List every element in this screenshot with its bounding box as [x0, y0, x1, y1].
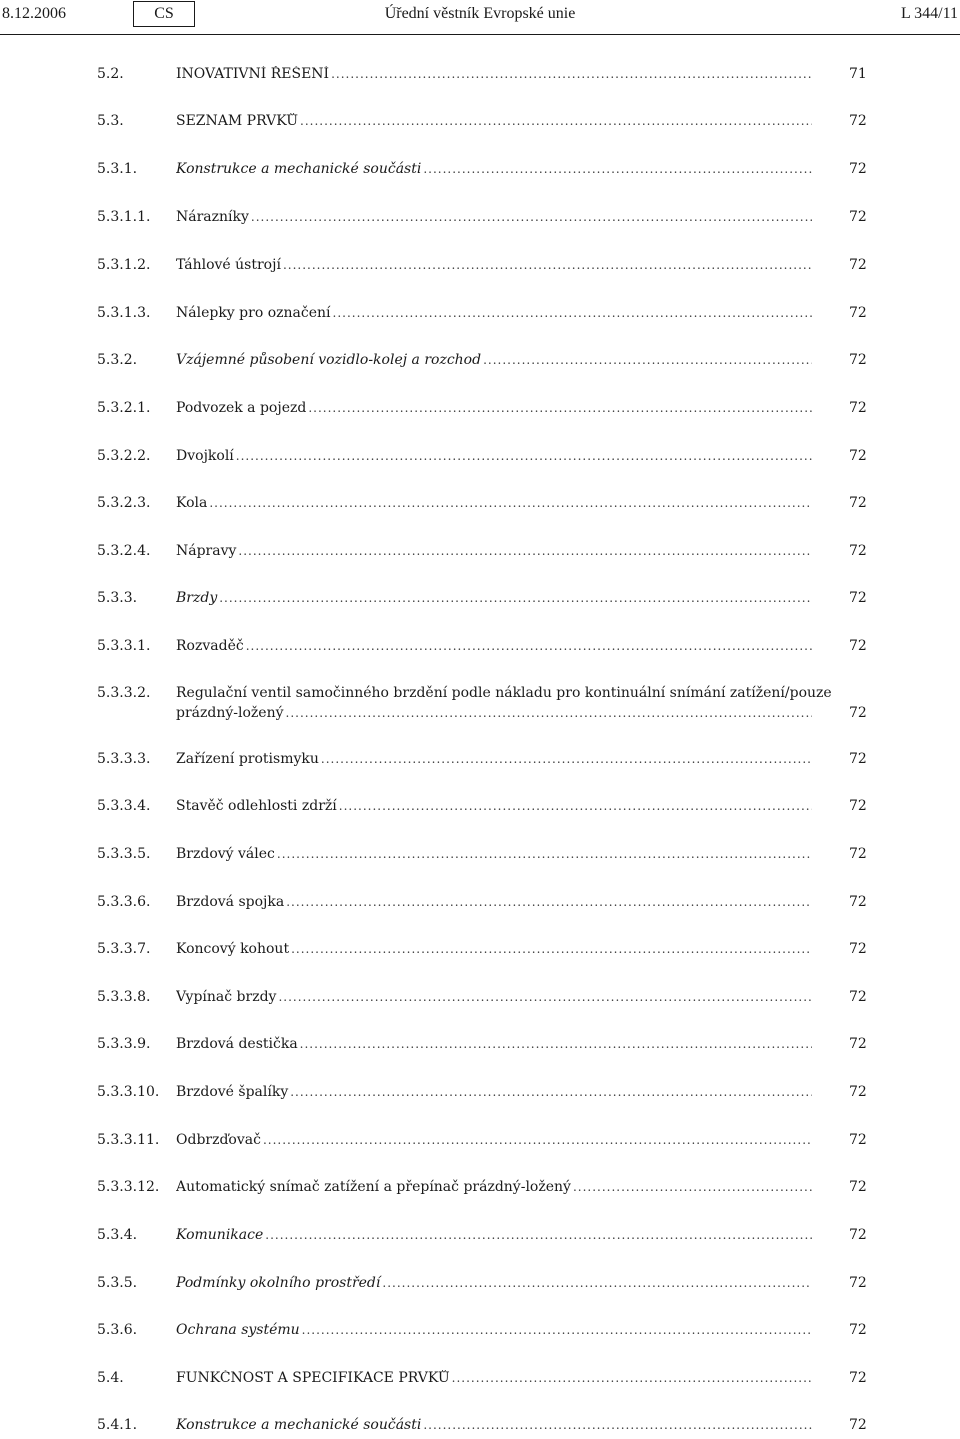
toc-entry-page: 72 — [849, 638, 867, 654]
toc-entry — [0, 305, 960, 327]
toc-entry — [0, 1417, 960, 1439]
header-rule — [0, 34, 960, 35]
toc-entry-title-wrap — [176, 1132, 812, 1148]
toc-entry-page: 72 — [849, 846, 867, 862]
toc-entry-title-wrap — [176, 400, 812, 416]
toc-entry-number: 5.3.5. — [97, 1275, 138, 1291]
dot-leader — [286, 706, 813, 720]
toc-entry-title: Automatický snímač zatížení a přepínač prázdný-ložený — [176, 1179, 571, 1195]
toc-entry-number: 5.3.2.4. — [97, 543, 151, 559]
toc-entry-title: Ochrana systému — [176, 1322, 300, 1338]
toc-entry-title: Rozvaděč — [176, 638, 244, 654]
toc-entry-title-wrap — [176, 590, 812, 606]
dot-leader — [300, 1037, 812, 1051]
toc-entry — [0, 590, 960, 612]
toc-entry-number: 5.3.3.8. — [97, 989, 151, 1005]
toc-entry-title: Podvozek a pojezd — [176, 400, 307, 416]
toc-entry-number: 5.3.6. — [97, 1322, 138, 1338]
dot-leader — [300, 114, 812, 128]
toc-entry — [0, 448, 960, 470]
toc-entry-title-wrap — [176, 495, 812, 511]
toc-entry-title: FUNKČNOST A SPECIFIKACE PRVKŮ — [176, 1370, 450, 1386]
toc-entry-number: 5.3.1.3. — [97, 305, 151, 321]
toc-entry-title-wrap — [176, 941, 812, 957]
toc-entry-title: Koncový kohout — [176, 941, 290, 957]
toc-entry-page: 72 — [849, 1084, 867, 1100]
dot-leader — [286, 895, 812, 909]
toc-entry — [0, 66, 960, 88]
toc-entry-number: 5.3.2.3. — [97, 495, 151, 511]
toc-entry-page: 72 — [849, 989, 867, 1005]
toc-entry — [0, 638, 960, 660]
toc-entry-title: Podmínky okolního prostředí — [176, 1275, 381, 1291]
toc-entry-title: Táhlové ústrojí — [176, 257, 281, 273]
dot-leader — [265, 1228, 812, 1242]
dot-leader — [302, 1323, 812, 1337]
dot-leader — [321, 752, 812, 766]
toc-entry-title: Stavěč odlehlosti zdrží — [176, 798, 337, 814]
toc-entry-number: 5.3.4. — [97, 1227, 138, 1243]
toc-entry-title-wrap — [176, 846, 812, 862]
toc-entry-number: 5.3.1.2. — [97, 257, 151, 273]
toc-entry-page: 72 — [849, 1179, 867, 1195]
toc-entry-number: 5.3. — [97, 113, 124, 129]
toc-entry-number: 5.3.3.1. — [97, 638, 151, 654]
toc-entry-page: 72 — [849, 352, 867, 368]
dot-leader — [219, 591, 812, 605]
toc-entry-page: 72 — [849, 1227, 867, 1243]
toc-entry-number: 5.4.1. — [97, 1417, 138, 1433]
toc-entry-title: Vypínač brzdy — [176, 989, 277, 1005]
toc-entry-page: 72 — [849, 209, 867, 225]
toc-entry-title: Nálepky pro označení — [176, 305, 331, 321]
toc-entry-number: 5.3.2. — [97, 352, 138, 368]
dot-leader — [236, 449, 812, 463]
toc-entry-number: 5.3.3.4. — [97, 798, 151, 814]
toc-entry-title: Komunikace — [176, 1227, 264, 1243]
toc-entry-title-wrap — [176, 638, 812, 654]
dot-leader — [246, 639, 812, 653]
toc-entry — [0, 1275, 960, 1297]
toc-entry-title-wrap — [176, 1084, 812, 1100]
toc-entry-title: Zařízení protismyku — [176, 751, 319, 767]
toc-entry-number: 5.2. — [97, 66, 124, 82]
toc-entry-title-wrap — [176, 1179, 812, 1195]
toc-entry — [0, 846, 960, 868]
toc-entry-number: 5.3.3.3. — [97, 751, 151, 767]
toc-entry-number: 5.3.3.5. — [97, 846, 151, 862]
dot-leader — [251, 210, 812, 224]
toc-entry-number: 5.3.3.7. — [97, 941, 151, 957]
toc-entry-page: 72 — [849, 1370, 867, 1386]
toc-entry-page: 72 — [849, 590, 867, 606]
toc-entry-page: 72 — [849, 705, 867, 721]
toc-entry — [0, 543, 960, 565]
toc-entry — [0, 685, 960, 727]
toc-entry-title-wrap — [176, 1275, 812, 1291]
toc-entry-number: 5.3.3.10. — [97, 1084, 160, 1100]
toc-entry-number: 5.3.3.12. — [97, 1179, 160, 1195]
dot-leader — [382, 1276, 812, 1290]
journal-title: Úřední věstník Evropské unie — [384, 5, 576, 22]
toc-entry-number: 5.3.2.2. — [97, 448, 151, 464]
toc-entry — [0, 209, 960, 231]
toc-entry-title-wrap — [176, 1417, 812, 1433]
toc-entry-number: 5.3.1.1. — [97, 209, 151, 225]
dot-leader — [452, 1371, 812, 1385]
toc-entry-page: 72 — [849, 1036, 867, 1052]
toc-entry-title: Konstrukce a mechanické součásti — [176, 1417, 422, 1433]
toc-entry-page: 72 — [849, 448, 867, 464]
toc-entry-number: 5.3.2.1. — [97, 400, 151, 416]
toc-entry-title-wrap — [176, 989, 812, 1005]
dot-leader — [308, 401, 812, 415]
toc-entry — [0, 1322, 960, 1344]
toc-entry-title-wrap — [176, 352, 812, 368]
toc-entry — [0, 257, 960, 279]
toc-entry-title: Brzdová spojka — [176, 894, 285, 910]
toc-entry-page: 72 — [849, 113, 867, 129]
toc-entry-title-wrap — [176, 161, 812, 177]
toc-entry-page: 72 — [849, 257, 867, 273]
dot-leader — [277, 847, 812, 861]
toc-entry — [0, 751, 960, 773]
toc-entry-number: 5.3.1. — [97, 161, 138, 177]
toc-entry — [0, 352, 960, 374]
toc-entry-number: 5.3.3.11. — [97, 1132, 160, 1148]
toc-entry-title-wrap — [176, 1036, 812, 1052]
toc-entry-title: Odbrzďovač — [176, 1132, 261, 1148]
toc-entry-page: 72 — [849, 1322, 867, 1338]
toc-entry-title-wrap — [176, 1322, 812, 1338]
dot-leader — [423, 1418, 812, 1432]
toc-entry-title-wrap — [176, 894, 812, 910]
toc-entry-page: 71 — [849, 66, 867, 82]
page-header — [0, 0, 960, 36]
toc-entry-title: Konstrukce a mechanické součásti — [176, 161, 422, 177]
language-box: CS — [133, 1, 195, 27]
toc-entry-number: 5.4. — [97, 1370, 124, 1386]
toc-entry — [0, 1084, 960, 1106]
toc-entry — [0, 400, 960, 422]
toc-entry — [0, 1179, 960, 1201]
toc-entry-page: 72 — [849, 305, 867, 321]
toc-entry-title-wrap — [176, 448, 812, 464]
toc-entry-page: 72 — [849, 894, 867, 910]
dot-leader — [263, 1133, 812, 1147]
toc-entry-title: Brzdová destička — [176, 1036, 298, 1052]
toc-entry — [0, 1227, 960, 1249]
dot-leader — [290, 1085, 812, 1099]
toc-entry-title-wrap — [176, 257, 812, 273]
toc-entry — [0, 1132, 960, 1154]
toc-entry-title-wrap — [176, 113, 812, 129]
toc-entry-page: 72 — [849, 161, 867, 177]
dot-leader — [573, 1180, 812, 1194]
dot-leader — [331, 67, 812, 81]
dot-leader — [238, 544, 812, 558]
toc-entry-title-wrap — [176, 543, 812, 559]
toc-entry-title: Kola — [176, 495, 208, 511]
toc-entry — [0, 1370, 960, 1392]
toc-entry-number: 5.3.3.9. — [97, 1036, 151, 1052]
toc-entry-page: 72 — [849, 1417, 867, 1433]
toc-entry-page: 72 — [849, 751, 867, 767]
dot-leader — [423, 162, 812, 176]
toc-entry-title: INOVATIVNÍ ŘEŠENÍ — [176, 66, 330, 82]
toc-entry-page: 72 — [849, 798, 867, 814]
toc-entry-title: Nárazníky — [176, 209, 249, 225]
toc-entry-title: Dvojkolí — [176, 448, 234, 464]
journal-reference: L 344/11 — [900, 5, 958, 22]
toc-entry-page: 72 — [849, 543, 867, 559]
toc-entry-title: Brzdový válec — [176, 846, 275, 862]
header-date: 8.12.2006 — [2, 5, 66, 22]
toc-entry — [0, 495, 960, 517]
toc-entry-title-wrap — [176, 1227, 812, 1243]
toc-entry-page: 72 — [849, 495, 867, 511]
dot-leader — [483, 353, 812, 367]
toc-entry-number: 5.3.3.6. — [97, 894, 151, 910]
toc-entry-number: 5.3.3.2. — [97, 685, 151, 701]
toc-entry-page: 72 — [849, 1132, 867, 1148]
toc-entry — [0, 989, 960, 1011]
dot-leader — [209, 496, 812, 510]
toc-entry — [0, 113, 960, 135]
toc-entry — [0, 798, 960, 820]
toc-entry-page: 72 — [849, 1275, 867, 1291]
toc-entry-title: SEZNAM PRVKŮ — [176, 113, 299, 129]
toc-entry-title-wrap — [176, 705, 812, 721]
toc-entry-title-wrap — [176, 751, 812, 767]
toc-entry-title: Brzdy — [176, 590, 218, 606]
dot-leader — [291, 942, 812, 956]
toc-entry-title-wrap — [176, 1370, 812, 1386]
toc-entry-number: 5.3.3. — [97, 590, 138, 606]
toc-entry — [0, 161, 960, 183]
toc-entry-title: prázdný-ložený — [176, 705, 284, 721]
dot-leader — [283, 258, 812, 272]
toc-entry-title-wrap — [176, 209, 812, 225]
dot-leader — [278, 990, 812, 1004]
toc-entry-page: 72 — [849, 400, 867, 416]
dot-leader — [339, 799, 812, 813]
toc-entry — [0, 941, 960, 963]
toc-entry — [0, 1036, 960, 1058]
toc-entry-page: 72 — [849, 941, 867, 957]
toc-entry-title-wrap — [176, 66, 812, 82]
toc-entry-title-line1: Regulační ventil samočinného brzdění podle nákladu pro kontinuální snímání zatížení/pouze — [176, 685, 832, 701]
dot-leader — [333, 306, 813, 320]
toc-entry — [0, 894, 960, 916]
toc-entry-title: Nápravy — [176, 543, 237, 559]
toc-entry-title-wrap — [176, 305, 812, 321]
toc-entry-title: Brzdové špalíky — [176, 1084, 289, 1100]
toc-entry-title-wrap — [176, 798, 812, 814]
toc-entry-title: Vzájemné působení vozidlo-kolej a rozchod — [176, 352, 482, 368]
